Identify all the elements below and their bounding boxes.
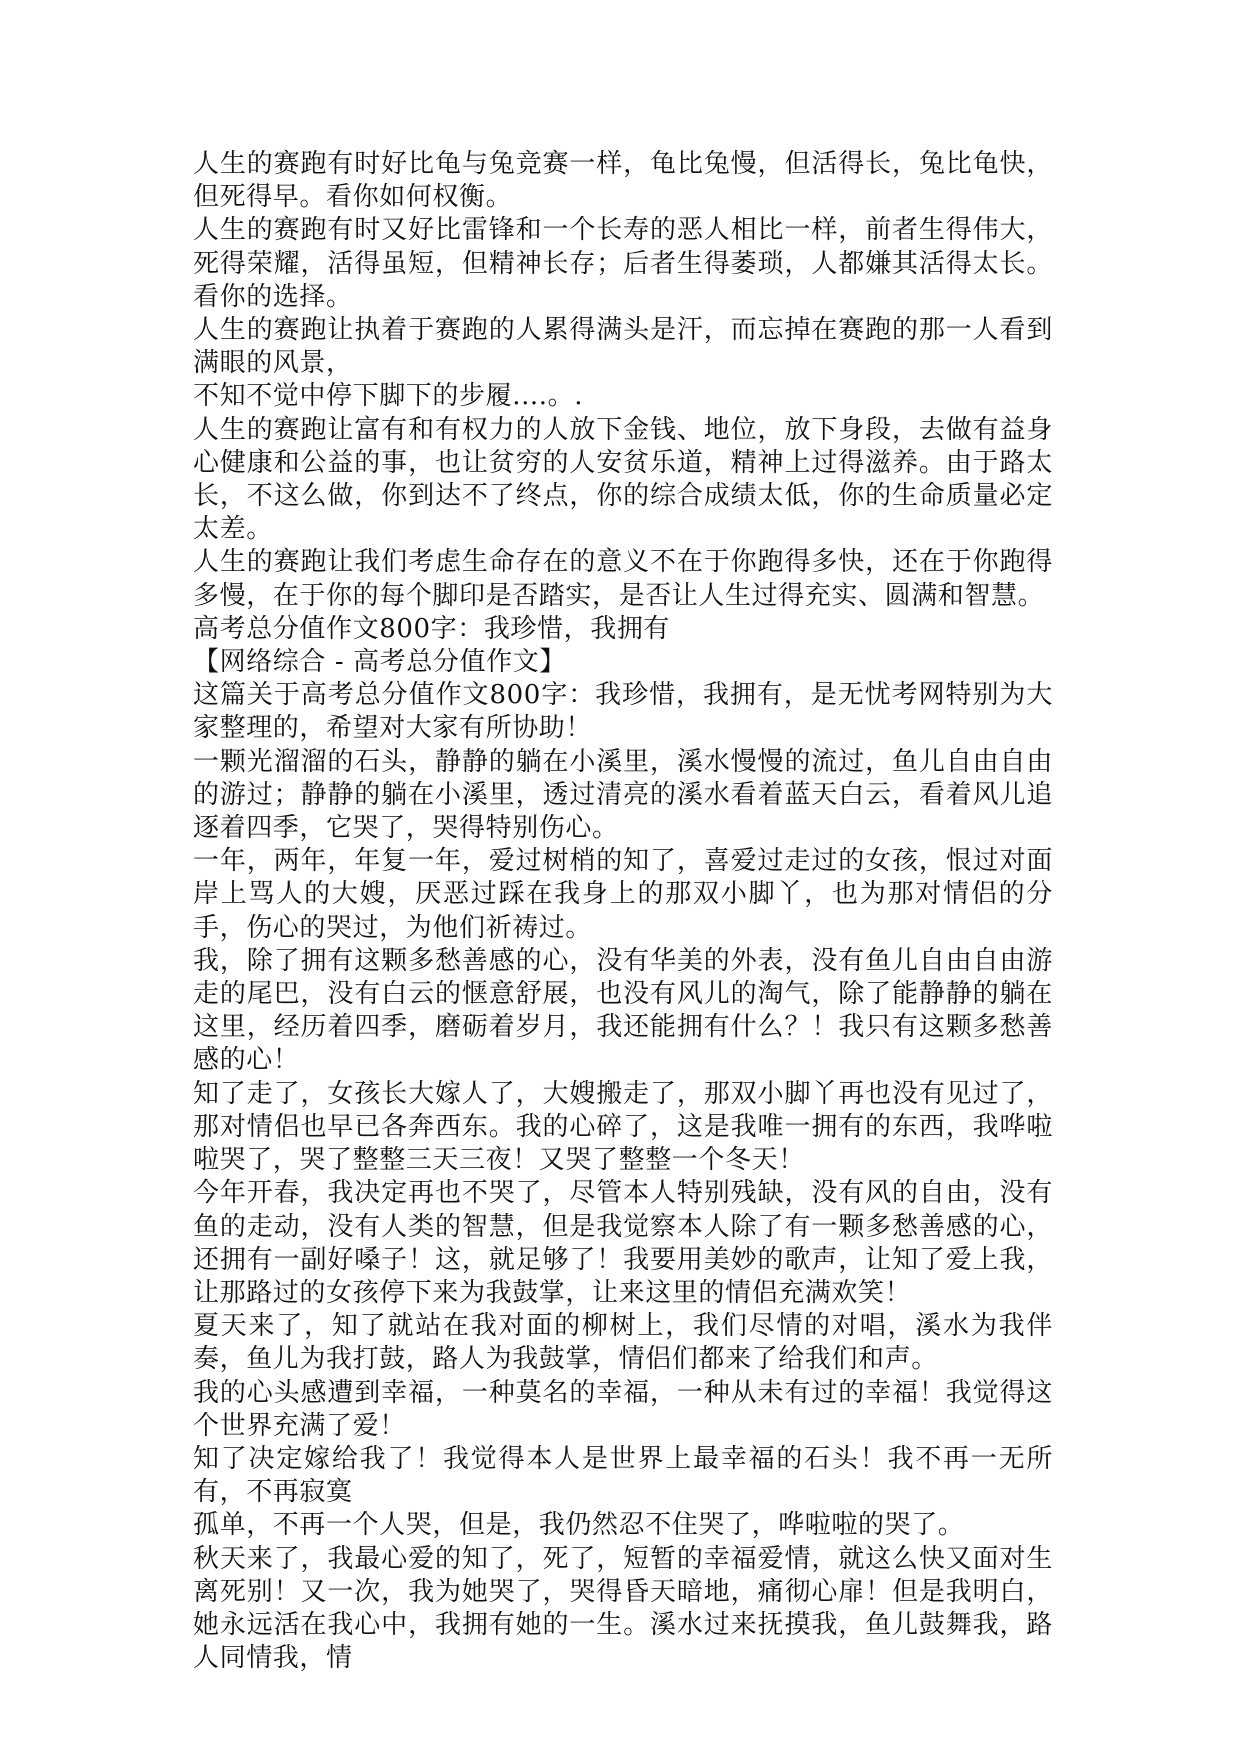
paragraph-2: 人生的赛跑有时又好比雷锋和一个长寿的恶人相比一样，前者生得伟大，死得荣耀，活得虽短，但精神长存；后者生得萎琐，人都嫌其活得太长。看你的选择。 (193, 215, 1053, 312)
paragraph-19: 秋天来了，我最心爱的知了，死了，短暂的幸福爱情，就这么快又面对生离死别！又一次，我为她哭了，哭得昏天暗地，痛彻心扉！但是我明白，她永远活在我心中，我拥有她的一生。溪水过来抚摸我，鱼儿鼓舞我，路人同情我，情 (193, 1543, 1053, 1674)
paragraph-4: 不知不觉中停下脚下的步履....。. (193, 381, 584, 412)
paragraph-13: 知了走了，女孩长大嫁人了，大嫂搬走了，那双小脚丫再也没有见过了，那对情侣也早已各奔西东。我的心碎了，这是我唯一拥有的东西，我哗啦啦哭了，哭了整整三天三夜！又哭了整整一个冬天！ (193, 1078, 1053, 1176)
paragraph-6: 人生的赛跑让我们考虑生命存在的意义不在于你跑得多快，还在于你跑得多慢，在于你的每个脚印是否踏实，是否让人生过得充实、圆满和智慧。 (193, 547, 1053, 611)
paragraph-3: 人生的赛跑让执着于赛跑的人累得满头是汗，而忘掉在赛跑的那一人看到满眼的风景， (193, 315, 1053, 379)
essay-title: 高考总分值作文800字：我珍惜，我拥有 (193, 613, 671, 644)
paragraph-10: 一颗光溜溜的石头，静静的躺在小溪里，溪水慢慢的流过，鱼儿自由自由的游过；静静的躺在小溪里，透过清亮的溪水看着蓝天白云，看着风儿追逐着四季，它哭了，哭得特别伤心。 (193, 746, 1053, 844)
paragraph-14: 今年开春，我决定再也不哭了，尽管本人特别残缺，没有风的自由，没有鱼的走动，没有人类的智慧，但是我觉察本人除了有一颗多愁善感的心，还拥有一副好嗓子！这，就足够了！我要用美妙的歌声，让知了爱上我，让那路过的女孩停下来为我鼓掌，让来这里的情侣充满欢笑！ (193, 1178, 1053, 1308)
paragraph-17: 知了决定嫁给我了！我觉得本人是世界上最幸福的石头！我不再一无所有，不再寂寞 (193, 1443, 1053, 1508)
document-body (193, 148, 1053, 1675)
source-line: 【网络综合 - 高考总分值作文】 (193, 647, 566, 678)
paragraph-15: 夏天来了，知了就站在我对面的柳树上，我们尽情的对唱，溪水为我伴奏，鱼儿为我打鼓，路人为我鼓掌，情侣们都来了给我们和声。 (193, 1311, 1053, 1375)
paragraph-12: 我，除了拥有这颗多愁善感的心，没有华美的外表，没有鱼儿自由自由游走的尾巴，没有白云的惬意舒展，也没有风儿的淘气，除了能静静的躺在这里，经历着四季，磨砺着岁月，我还能拥有什么？！我只有这颗多愁善感的心！ (193, 945, 1053, 1076)
intro-paragraph: 这篇关于高考总分值作文800字：我珍惜，我拥有，是无忧考网特别为大家整理的，希望对大家有所协助！ (193, 680, 1053, 744)
paragraph-18: 孤单，不再一个人哭，但是，我仍然忍不住哭了，哗啦啦的哭了。 (193, 1510, 965, 1541)
paragraph-16: 我的心头感遭到幸福，一种莫名的幸福，一种从未有过的幸福！我觉得这个世界充满了爱！ (193, 1377, 1053, 1441)
paragraph-1: 人生的赛跑有时好比龟与兔竞赛一样，龟比兔慢，但活得长，兔比龟快，但死得早。看你如何权衡。 (193, 149, 1053, 213)
paragraph-5: 人生的赛跑让富有和有权力的人放下金钱、地位，放下身段，去做有益身心健康和公益的事，也让贫穷的人安贫乐道，精神上过得滋养。由于路太长，不这么做，你到达不了终点，你的综合成绩太低，你的生命质量必定太差。 (193, 414, 1053, 545)
paragraph-11: 一年，两年，年复一年，爱过树梢的知了，喜爱过走过的女孩，恨过对面岸上骂人的大嫂，厌恶过踩在我身上的那双小脚丫，也为那对情侣的分手，伤心的哭过，为他们祈祷过。 (193, 846, 1053, 943)
